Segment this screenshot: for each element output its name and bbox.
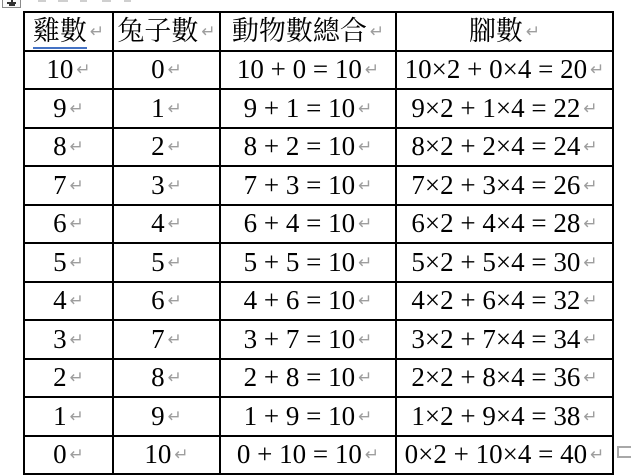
- end-of-cell-marker: ↵: [69, 329, 84, 350]
- cell-total-animals[interactable]: [220, 166, 396, 205]
- cell-value: 10: [144, 439, 172, 470]
- clipped-text-fragment: [58, 0, 68, 2]
- table-row: [24, 282, 613, 321]
- cell-rabbits[interactable]: [113, 205, 220, 244]
- end-of-cell-marker: ↵: [358, 98, 373, 119]
- end-of-cell-marker: ↵: [69, 445, 84, 466]
- column-header-total-animals[interactable]: [220, 12, 396, 51]
- cell-value: 7 + 3 = 10: [243, 169, 356, 200]
- cell-legs[interactable]: [396, 320, 613, 359]
- cell-value: 8 + 2 = 10: [243, 131, 356, 162]
- end-of-cell-marker: ↵: [583, 137, 598, 158]
- cell-value: 5×2 + 5×4 = 30: [411, 246, 581, 277]
- clipped-text-fragment: [80, 0, 87, 2]
- table-row: [24, 205, 613, 244]
- end-of-cell-marker: ↵: [69, 368, 84, 389]
- cell-value: 4: [151, 208, 165, 239]
- cell-value: 3: [151, 169, 165, 200]
- table-row: [24, 128, 613, 167]
- table-row: [24, 89, 613, 128]
- cell-value: 7×2 + 3×4 = 26: [411, 169, 581, 200]
- cell-chickens[interactable]: [24, 320, 113, 359]
- cell-legs[interactable]: [396, 243, 613, 282]
- cell-value: 2×2 + 8×4 = 36: [411, 362, 581, 393]
- cell-value: 8: [151, 362, 165, 393]
- end-of-cell-marker: ↵: [174, 445, 189, 466]
- cell-value: 3 + 7 = 10: [243, 323, 356, 354]
- cell-value: 0 + 10 = 10: [236, 439, 362, 470]
- end-of-cell-marker: ↵: [167, 406, 182, 427]
- end-of-cell-marker: ↵: [358, 406, 373, 427]
- cell-value: 7: [151, 323, 165, 354]
- table-row: [24, 51, 613, 90]
- end-of-cell-marker: ↵: [167, 60, 182, 81]
- cell-rabbits[interactable]: [113, 282, 220, 321]
- cell-value: 4: [53, 285, 67, 316]
- end-of-cell-marker: ↵: [525, 21, 541, 42]
- end-of-cell-marker: ↵: [358, 291, 373, 312]
- cell-total-animals[interactable]: [220, 128, 396, 167]
- cell-legs[interactable]: [396, 282, 613, 321]
- cell-value: 5 + 5 = 10: [243, 246, 356, 277]
- cell-chickens[interactable]: [24, 205, 113, 244]
- table-row: [24, 397, 613, 436]
- cell-legs[interactable]: [396, 51, 613, 90]
- end-of-cell-marker: ↵: [69, 291, 84, 312]
- column-header-label: 動物數總合: [231, 15, 367, 46]
- cell-value: 4×2 + 6×4 = 32: [411, 285, 581, 316]
- cell-total-animals[interactable]: [220, 51, 396, 90]
- end-of-cell-marker: ↵: [583, 98, 598, 119]
- cell-total-animals[interactable]: [220, 320, 396, 359]
- cell-value: 1×2 + 9×4 = 38: [411, 400, 581, 431]
- cell-value: 1: [151, 92, 165, 123]
- cell-value: 3: [53, 323, 67, 354]
- cell-rabbits[interactable]: [113, 166, 220, 205]
- cell-legs[interactable]: [396, 397, 613, 436]
- cell-rabbits[interactable]: [113, 51, 220, 90]
- end-of-cell-marker: ↵: [69, 252, 84, 273]
- cell-legs[interactable]: [396, 205, 613, 244]
- cell-value: 5: [151, 246, 165, 277]
- end-of-cell-marker: ↵: [167, 137, 182, 158]
- cell-total-animals[interactable]: [220, 205, 396, 244]
- column-header-label: 雞數: [33, 16, 87, 49]
- end-of-cell-marker: ↵: [369, 21, 385, 42]
- cell-chickens[interactable]: [24, 243, 113, 282]
- cell-value: 9: [53, 92, 67, 123]
- cell-value: 10 + 0 = 10: [236, 54, 362, 85]
- cell-value: 9 + 1 = 10: [243, 92, 356, 123]
- end-of-cell-marker: ↵: [358, 137, 373, 158]
- cell-chickens[interactable]: [24, 282, 113, 321]
- end-of-cell-marker: ↵: [364, 445, 380, 466]
- cell-value: 0×2 + 10×4 = 40: [404, 439, 588, 470]
- cell-value: 0: [53, 439, 67, 470]
- cell-chickens[interactable]: [24, 359, 113, 398]
- end-of-cell-marker: ↵: [69, 175, 84, 196]
- cell-rabbits[interactable]: [113, 243, 220, 282]
- end-of-cell-marker: ↵: [167, 368, 182, 389]
- cell-value: 6×2 + 4×4 = 28: [411, 208, 581, 239]
- end-of-cell-marker: ↵: [583, 406, 598, 427]
- end-of-cell-marker: ↵: [167, 252, 182, 273]
- column-header-label: 兔子數: [117, 15, 199, 46]
- clipped-text-fragment: [102, 0, 111, 2]
- clipped-text-fragment: [38, 0, 46, 2]
- cell-value: 6: [53, 208, 67, 239]
- cell-rabbits[interactable]: [113, 128, 220, 167]
- cell-value: 9: [151, 400, 165, 431]
- table-row: [24, 166, 613, 205]
- table-move-handle[interactable]: [2, 0, 21, 8]
- end-of-cell-marker: ↵: [167, 329, 182, 350]
- cell-chickens[interactable]: [24, 166, 113, 205]
- table-row: [24, 243, 613, 282]
- cell-rabbits[interactable]: [113, 359, 220, 398]
- end-of-cell-marker: ↵: [167, 98, 182, 119]
- cell-value: 2 + 8 = 10: [243, 362, 356, 393]
- end-of-cell-marker: ↵: [358, 329, 373, 350]
- end-of-cell-marker: ↵: [358, 214, 373, 235]
- end-of-cell-marker: ↵: [69, 406, 84, 427]
- cell-total-animals[interactable]: [220, 243, 396, 282]
- cell-value: 6 + 4 = 10: [243, 208, 356, 239]
- end-of-cell-marker: ↵: [167, 175, 182, 196]
- cell-value: 3×2 + 7×4 = 34: [411, 323, 581, 354]
- end-of-cell-marker: ↵: [76, 60, 91, 81]
- table-resize-handle[interactable]: [617, 446, 631, 458]
- cell-legs[interactable]: [396, 128, 613, 167]
- cell-value: 2: [53, 362, 67, 393]
- end-of-cell-marker: ↵: [583, 291, 598, 312]
- end-of-cell-marker: ↵: [358, 252, 373, 273]
- cell-value: 7: [53, 169, 67, 200]
- end-of-cell-marker: ↵: [69, 137, 84, 158]
- cell-rabbits[interactable]: [113, 89, 220, 128]
- end-of-cell-marker: ↵: [167, 291, 182, 312]
- cell-legs[interactable]: [396, 166, 613, 205]
- end-of-cell-marker: ↵: [583, 175, 598, 196]
- cell-value: 10×2 + 0×4 = 20: [404, 54, 588, 85]
- cell-total-animals[interactable]: [220, 89, 396, 128]
- table-header-row: [24, 12, 613, 51]
- cell-value: 6: [151, 285, 165, 316]
- cell-value: 0: [151, 54, 165, 85]
- cell-legs[interactable]: [396, 359, 613, 398]
- cell-value: 8×2 + 2×4 = 24: [411, 131, 581, 162]
- cell-rabbits[interactable]: [113, 397, 220, 436]
- table-row: [24, 320, 613, 359]
- cell-value: 10: [46, 54, 74, 85]
- clipped-text-fragment: [124, 0, 131, 2]
- end-of-cell-marker: ↵: [201, 21, 216, 42]
- end-of-cell-marker: ↵: [167, 214, 182, 235]
- cell-value: 9×2 + 1×4 = 22: [411, 92, 581, 123]
- cell-chickens[interactable]: [24, 128, 113, 167]
- end-of-cell-marker: ↵: [583, 252, 598, 273]
- end-of-cell-marker: ↵: [583, 214, 598, 235]
- cell-total-animals[interactable]: [220, 359, 396, 398]
- cell-chickens[interactable]: [24, 89, 113, 128]
- end-of-cell-marker: ↵: [590, 445, 605, 466]
- end-of-cell-marker: ↵: [358, 175, 373, 196]
- chickens-rabbits-table: [23, 11, 614, 475]
- column-header-rabbits[interactable]: [113, 12, 220, 51]
- column-header-label: 腳數: [468, 15, 523, 46]
- end-of-cell-marker: ↵: [590, 60, 605, 81]
- end-of-cell-marker: ↵: [583, 329, 598, 350]
- end-of-cell-marker: ↵: [583, 368, 598, 389]
- end-of-cell-marker: ↵: [69, 98, 84, 119]
- end-of-cell-marker: ↵: [358, 368, 373, 389]
- cell-chickens[interactable]: [24, 397, 113, 436]
- end-of-cell-marker: ↵: [89, 21, 105, 42]
- end-of-cell-marker: ↵: [69, 214, 84, 235]
- cell-value: 1 + 9 = 10: [243, 400, 356, 431]
- cell-total-animals[interactable]: [220, 282, 396, 321]
- column-header-legs[interactable]: [396, 12, 613, 51]
- cell-chickens[interactable]: [24, 51, 113, 90]
- cell-value: 5: [53, 246, 67, 277]
- cell-value: 2: [151, 131, 165, 162]
- cell-total-animals[interactable]: [220, 397, 396, 436]
- table-row: [24, 359, 613, 398]
- end-of-cell-marker: ↵: [364, 60, 380, 81]
- cell-legs[interactable]: [396, 89, 613, 128]
- column-header-chickens[interactable]: [24, 12, 113, 51]
- cell-value: 4 + 6 = 10: [243, 285, 356, 316]
- cell-value: 1: [53, 400, 67, 431]
- cell-value: 8: [53, 131, 67, 162]
- cell-rabbits[interactable]: [113, 320, 220, 359]
